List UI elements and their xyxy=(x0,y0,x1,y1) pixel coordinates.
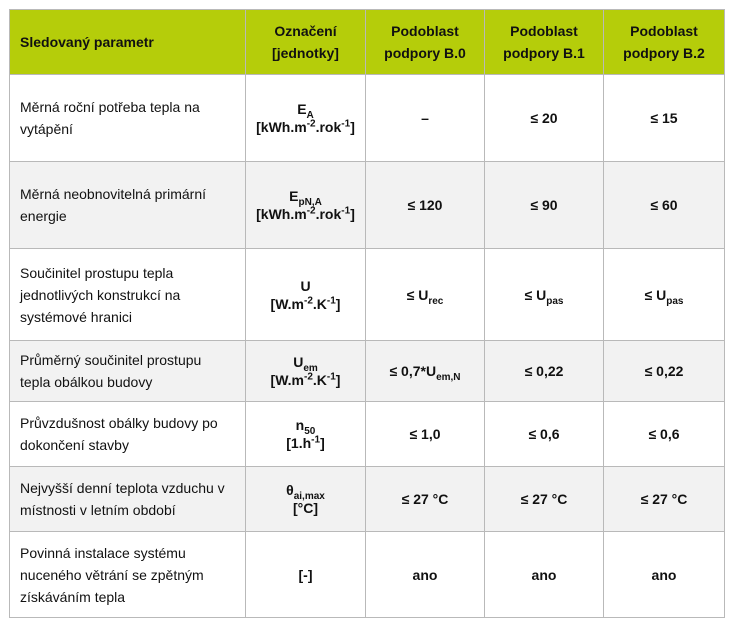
table-row xyxy=(10,75,725,162)
parameter-name: Měrná roční potřeba tepla na vytápění xyxy=(10,75,246,162)
designation-units: $n_{50}$ $[1.h^{-1}]$ xyxy=(246,402,366,467)
value-b2: ≤ 0,22 xyxy=(604,341,725,402)
value-b2: ≤ 60 xyxy=(604,162,725,249)
designation-units: $U_{em}$ $[W.m^{-2}.K^{-1}]$ xyxy=(246,341,366,402)
parameter-name: Součinitel prostupu tepla jednotlivých konstrukcí na systémové hranici xyxy=(10,249,246,341)
value-b2: ≤ 0,6 xyxy=(604,402,725,467)
designation-units: [-] xyxy=(246,532,366,618)
table-row xyxy=(10,467,725,532)
designation-units: $\theta_{ai,max}$ [°C] xyxy=(246,467,366,532)
value-b0: ≤ $0,7*U_{em,N}$ xyxy=(366,341,485,402)
value-b2: ≤ 15 xyxy=(604,75,725,162)
header-subarea-b1: Podoblast podpory B.1 xyxy=(485,10,604,75)
value-b0: ≤ 1,0 xyxy=(366,402,485,467)
table-row xyxy=(10,341,725,402)
value-b2: ≤ $U_{pas}$ xyxy=(604,249,725,341)
value-b1: ≤ $U_{pas}$ xyxy=(485,249,604,341)
header-row xyxy=(10,10,725,75)
value-b2: ano xyxy=(604,532,725,618)
table-row xyxy=(10,402,725,467)
value-b1: ≤ 20 xyxy=(485,75,604,162)
header-parameter: Sledovaný parametr xyxy=(10,10,246,75)
value-b1: ano xyxy=(485,532,604,618)
value-b2: ≤ 27 °C xyxy=(604,467,725,532)
value-b1: ≤ 0,6 xyxy=(485,402,604,467)
value-b1: ≤ 90 xyxy=(485,162,604,249)
value-b0: ≤ 27 °C xyxy=(366,467,485,532)
value-b0: – xyxy=(366,75,485,162)
value-b1: ≤ 0,22 xyxy=(485,341,604,402)
designation-units: U $[W.m^{-2}.K^{-1}]$ xyxy=(246,249,366,341)
designation-units: $E_A$ $[kWh.m^{-2}.rok^{-1}]$ xyxy=(246,75,366,162)
table-row xyxy=(10,532,725,618)
parameter-name: Průvzdušnost obálky budovy po dokončení stavby xyxy=(10,402,246,467)
parameters-table xyxy=(9,9,725,618)
header-subarea-b2: Podoblast podpory B.2 xyxy=(604,10,725,75)
parameter-name: Nejvyšší denní teplota vzduchu v místnosti v letním období xyxy=(10,467,246,532)
parameter-name: Povinná instalace systému nuceného větrání se zpětným získáváním tepla xyxy=(10,532,246,618)
value-b0: ≤ $U_{rec}$ xyxy=(366,249,485,341)
parameter-name: Průměrný součinitel prostupu tepla obálkou budovy xyxy=(10,341,246,402)
table-row xyxy=(10,162,725,249)
table-row xyxy=(10,249,725,341)
header-subarea-b0: Podoblast podpory B.0 xyxy=(366,10,485,75)
designation-units: $E_{pN,A}$ $[kWh.m^{-2}.rok^{-1}]$ xyxy=(246,162,366,249)
header-designation-units: Označení [jednotky] xyxy=(246,10,366,75)
value-b0: ano xyxy=(366,532,485,618)
value-b0: ≤ 120 xyxy=(366,162,485,249)
value-b1: ≤ 27 °C xyxy=(485,467,604,532)
parameter-name: Měrná neobnovitelná primární energie xyxy=(10,162,246,249)
